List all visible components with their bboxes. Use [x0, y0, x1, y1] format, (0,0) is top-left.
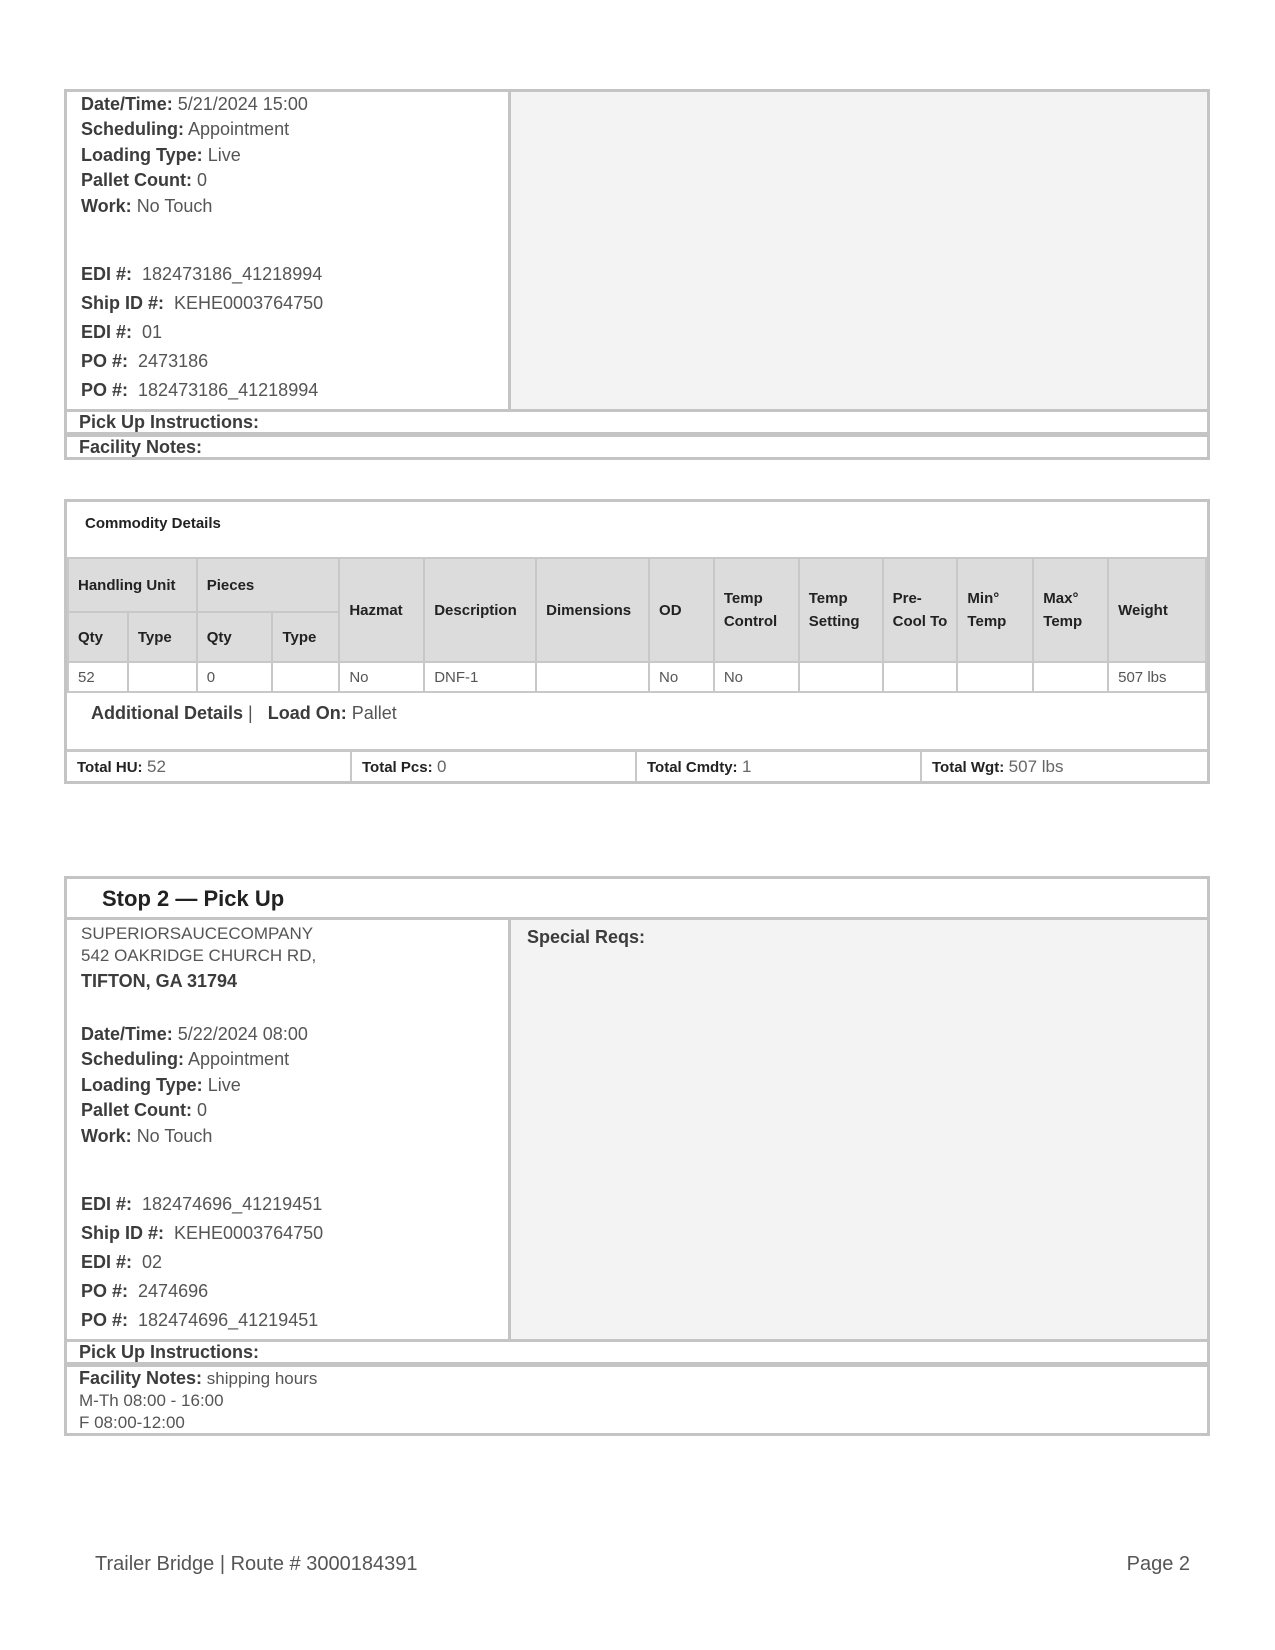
header-pre-cool-to: Pre-Cool To [883, 558, 958, 662]
stop1-po-number-2: PO #: 182473186_41218994 [81, 380, 319, 400]
total-hu: Total HU: 52 [67, 752, 352, 784]
cell-max-temp [1033, 662, 1108, 692]
cell-pre-cool-to [883, 662, 958, 692]
stop2-info-left [64, 917, 511, 1342]
footer-page-number: Page 2 [1126, 1553, 1190, 1575]
stop1-pickup-instructions: Pick Up Instructions: [64, 409, 1210, 435]
commodity-details-panel [64, 499, 1210, 784]
header-hazmat: Hazmat [339, 558, 424, 662]
stop2-scheduling: Scheduling: Appointment [81, 1049, 290, 1069]
cell-temp-setting [799, 662, 883, 692]
cell-weight: 507 lbs [1108, 662, 1206, 692]
header-pieces: Pieces [197, 558, 340, 612]
total-cmdty: Total Cmdty: 1 [637, 752, 922, 784]
total-pcs: Total Pcs: 0 [352, 752, 637, 784]
facility-notes-line-3: F 08:00-12:00 [79, 1413, 185, 1432]
header-max-temp: Max° Temp [1033, 558, 1108, 662]
cell-pcs-qty: 0 [197, 662, 273, 692]
total-wgt: Total Wgt: 507 lbs [932, 757, 1064, 776]
subheader-hu-qty: Qty [68, 612, 128, 662]
stop1-datetime: Date/Time: 5/21/2024 15:00 [81, 94, 308, 114]
stop2-loading-type: Loading Type: Live [81, 1075, 241, 1095]
header-weight: Weight [1108, 558, 1206, 662]
facility-notes-line-1: Facility Notes: shipping hours [79, 1368, 318, 1388]
totals-row [67, 749, 1207, 783]
cell-min-temp [957, 662, 1033, 692]
table-row [68, 662, 1206, 692]
facility-notes-line-2: M-Th 08:00 - 16:00 [79, 1391, 224, 1410]
stop2-edi-number: EDI #: 182474696_41219451 [81, 1194, 323, 1214]
header-min-temp: Min° Temp [957, 558, 1033, 662]
footer-route: Trailer Bridge | Route # 3000184391 [95, 1553, 418, 1575]
stop1-pallet-count: Pallet Count: 0 [81, 170, 208, 190]
stop2-header [64, 876, 1210, 920]
stop2-po-number-2: PO #: 182474696_41219451 [81, 1310, 319, 1330]
header-handling-unit: Handling Unit [68, 558, 197, 612]
stop2-edi-number-2: EDI #: 02 [81, 1252, 163, 1272]
stop2-pallet-count: Pallet Count: 0 [81, 1100, 208, 1120]
stop1-info-right [508, 89, 1210, 412]
header-temp-control: Temp Control [714, 558, 799, 662]
stop2-pickup-instructions: Pick Up Instructions: [64, 1339, 1210, 1365]
stop2-work: Work: No Touch [81, 1126, 213, 1146]
stop2-info-right [508, 917, 1210, 1342]
cell-hazmat: No [339, 662, 424, 692]
commodity-details-title: Commodity Details [85, 515, 221, 532]
cell-dimensions [536, 662, 649, 692]
additional-details: Additional Details | Load On: Pallet [91, 703, 397, 723]
special-reqs-label: Special Reqs: [527, 927, 646, 947]
cell-description: DNF-1 [424, 662, 536, 692]
header-dimensions: Dimensions [536, 558, 649, 662]
stop1-info-left [64, 89, 511, 412]
subheader-pcs-qty: Qty [197, 612, 273, 662]
stop2-po-number: PO #: 2474696 [81, 1281, 209, 1301]
header-temp-setting: Temp Setting [799, 558, 883, 662]
stop2-company: SUPERIORSAUCECOMPANY [81, 924, 314, 943]
subheader-hu-type: Type [128, 612, 197, 662]
header-description: Description [424, 558, 536, 662]
stop1-loading-type: Loading Type: Live [81, 145, 241, 165]
stop2-datetime: Date/Time: 5/22/2024 08:00 [81, 1024, 308, 1044]
cell-hu-qty: 52 [68, 662, 128, 692]
cell-pcs-type [272, 662, 339, 692]
stop1-edi-number: EDI #: 182473186_41218994 [81, 264, 323, 284]
stop1-ship-id: Ship ID #: KEHE0003764750 [81, 293, 324, 313]
stop1-scheduling: Scheduling: Appointment [81, 119, 290, 139]
stop1-edi-number-2: EDI #: 01 [81, 322, 163, 342]
subheader-pcs-type: Type [272, 612, 339, 662]
stop2-ship-id: Ship ID #: KEHE0003764750 [81, 1223, 324, 1243]
stop1-facility-notes: Facility Notes: [64, 434, 1210, 460]
cell-od: No [649, 662, 714, 692]
stop2-title: Stop 2 — Pick Up [102, 886, 285, 911]
header-od: OD [649, 558, 714, 662]
stop1-po-number: PO #: 2473186 [81, 351, 209, 371]
commodity-table [67, 557, 1207, 693]
stop1-work: Work: No Touch [81, 196, 213, 216]
stop2-city: TIFTON, GA 31794 [81, 971, 238, 991]
stop2-address: 542 OAKRIDGE CHURCH RD, [81, 946, 317, 965]
cell-hu-type [128, 662, 197, 692]
stop2-facility-notes [64, 1364, 1210, 1436]
cell-temp-control: No [714, 662, 799, 692]
